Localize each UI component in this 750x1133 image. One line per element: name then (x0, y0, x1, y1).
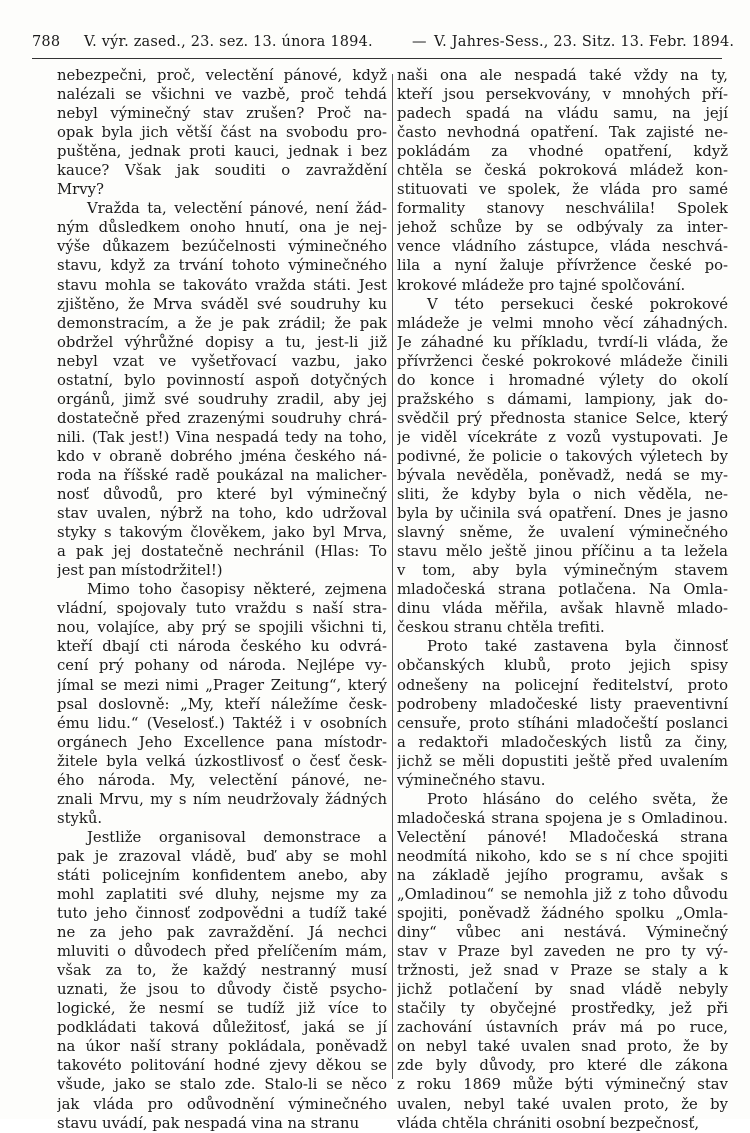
text-line: Mimo toho časopisy některé, zejmena (87, 581, 387, 599)
text-line: z roku 1869 může býti výminečný stav (397, 1076, 728, 1094)
text-line: kteří dbají cti národa českého ku odvrá- (57, 638, 387, 656)
text-line: nebyl vzat ve vyšetřovací vazbu, jako (57, 352, 387, 370)
text-line: a pak jej dostatečně nechránil (Hlas: To (57, 543, 387, 561)
text-line: stavu mělo ještě jinou příčinu a ta ležela (397, 543, 728, 561)
text-line: stav uvalen, nýbrž na toho, kdo udržoval (57, 505, 387, 523)
session-info-german: V. Jahres-Sess., 23. Sitz. 13. Febr. 1894. (434, 34, 735, 50)
text-line: cení prý pohany od národa. Nejlépe vy- (57, 657, 387, 675)
text-line: na úkor naší strany pokládala, poněvadž (57, 1038, 387, 1056)
text-line: takovéto politování hodné zjevy děkou se (57, 1057, 387, 1075)
text-line: podrobeny mladočeské listy praeventivní (397, 695, 728, 713)
text-line: kauce? Však jak souditi o zavraždění (57, 162, 387, 180)
text-line: spojiti, poněvadž žádného spolku „Omla- (397, 905, 728, 923)
header-rule (32, 58, 722, 59)
right-text-column (397, 66, 728, 1133)
text-line: stačily ty obyčejné prostředky, jež při (397, 1000, 728, 1018)
text-line: jak vláda pro odůvodnění výminečného (57, 1095, 387, 1113)
text-line: formality stanovy neschválila! Spolek (397, 200, 728, 218)
text-line: jehož schůze by se odbývaly za inter- (397, 219, 728, 237)
text-line: pražského s dámami, lampiony, jak do- (397, 390, 728, 408)
text-line: znali Mrvu, my s ním neudržovaly žádných (57, 790, 387, 808)
text-line: Proto také zastavena byla činnosť (427, 638, 728, 656)
text-line: bývala nevěděla, poněvadž, nedá se my- (397, 466, 728, 484)
header-separator: — (412, 34, 427, 50)
text-line: stavu, když za trvání tohoto výminečného (57, 257, 387, 275)
text-line: neodmítá nikoho, kdo se s ní chce spojiti (397, 847, 728, 865)
text-line: styky s takovým člověkem, jako byl Mrva, (57, 524, 387, 542)
text-line: Vražda ta, velectění pánové, není žád- (87, 200, 387, 218)
text-line: českou stranu chtěla trefiti. (397, 619, 605, 637)
text-line: orgánech Jeho Excellence pana místodr- (57, 733, 387, 751)
text-line: na základě jejího programu, avšak s (397, 866, 728, 884)
text-line: všude, jako se stalo zde. Stalo-li se něco (57, 1076, 387, 1094)
page-header (32, 34, 735, 56)
text-line: přívrženci české pokrokové mládeže činili (397, 352, 728, 370)
text-line: často nevhodná opatření. Tak zajisté ne- (397, 124, 728, 142)
page-number: 788 (32, 34, 61, 50)
text-line: „Omladinou“ se nemohla již z toho důvodu (397, 886, 728, 904)
text-line: občanských klubů, proto jejich spisy (397, 657, 728, 675)
text-line: nebezpečni, proč, velectění pánové, když (57, 67, 387, 84)
text-line: tržnosti, jež snad v Praze se staly a k (397, 962, 728, 980)
text-line: padech spadá na vládu samu, na její (397, 105, 728, 123)
text-line: nosť důvodů, pro které byl výminečný (57, 486, 387, 504)
text-line: v tom, aby byla výminečným stavem (397, 562, 728, 580)
text-line: vláda chtěla chrániti osobní bezpečnosť, (397, 1114, 700, 1132)
text-line: však za to, že každý nestranný musí (57, 962, 387, 980)
text-line: pokládám za vhodné opatření, když (397, 143, 728, 161)
column-divider (392, 74, 393, 1079)
text-line: uznati, že jsou to důvody čistě psycho- (57, 981, 387, 999)
text-line: do konce i hromadné výlety do okolí (397, 371, 728, 389)
text-line: censuře, proto stíháni mladočeští poslanci (397, 714, 728, 732)
text-line: mluviti o důvodech před přelíčením mám, (57, 943, 387, 961)
text-line: podivné, že policie o takových výletech by (397, 447, 728, 465)
text-line: stav v Praze byl zaveden ne pro ty vý- (397, 943, 728, 961)
text-line: stituovati ve spolek, že vláda pro samé (397, 181, 728, 199)
text-line: lila a nyní žaluje přívržence české po- (397, 257, 728, 275)
text-line: jest pan místodržitel!) (57, 562, 223, 580)
text-line: styků. (57, 809, 103, 827)
text-line: orgánů, jimž své soudruhy zradil, aby jej (57, 390, 387, 408)
text-line: uvalen, nebyl také uvalen proto, že by (397, 1095, 728, 1113)
text-line: zjištěno, že Mrva sváděl své soudruhy ku (57, 295, 387, 313)
left-text-column (57, 66, 387, 1133)
text-line: Jestliže organisoval demonstrace a (87, 828, 387, 846)
text-line: vládní, spojovaly tuto vraždu s naší stra- (57, 600, 387, 618)
text-line: chtěla se česká pokroková mládež kon- (397, 162, 728, 180)
text-line: mladočeská strana spojena je s Omladinou. (397, 809, 728, 827)
text-line: jichž potlačení by snad vládě nebyly (397, 981, 728, 999)
text-line: svědčil prý přednosta stanice Selce, který (397, 409, 728, 427)
text-line: je viděl vícekráte z vozů vystupovati. Je (397, 428, 728, 446)
text-line: tuto jeho činnosť zodpovědni a tudíž také (57, 905, 387, 923)
text-line: dinu vláda měřila, avšak hlavně mlado- (397, 600, 728, 618)
text-line: psal doslovně: „My, kteří náležíme česk- (57, 695, 387, 713)
text-line: vence vládního zástupce, vláda neschvá- (397, 238, 728, 256)
text-line: nili. (Tak jest!) Vina nespadá tedy na toho, (57, 428, 387, 446)
text-line: on nebyl také uvalen snad proto, že by (397, 1038, 728, 1056)
text-line: výminečného stavu. (397, 771, 546, 789)
text-line: ostatní, bylo povinností aspoň dotyčných (57, 371, 387, 389)
text-line: dostatečně před zrazenými soudruhy chrá- (57, 409, 387, 427)
text-line: ným důsledkem onoho hnutí, ona je nej- (57, 219, 387, 237)
text-line: demonstracím, a že je pak zrádil; že pak (57, 314, 387, 332)
text-line: mladočeská strana potlačena. Na Omla- (397, 581, 728, 599)
text-line: slavný sněme, že uvalení výminečného (397, 524, 728, 542)
text-line: výše důkazem bezúčelnosti výminečného (57, 238, 387, 256)
text-line: Mrvy? (57, 181, 104, 199)
text-line: nebyl výminečný stav zrušen? Proč na- (57, 105, 387, 123)
text-line: mohl zaplatiti své dluhy, nejsme my za (57, 886, 387, 904)
text-line: státi policejním konfidentem anebo, aby (57, 866, 387, 884)
text-line: kteří jsou persekvovány, v mnohých pří- (397, 86, 728, 104)
session-info-czech: V. výr. zased., 23. sez. 13. února 1894. (84, 34, 373, 50)
text-line: naši ona ale nespadá také vždy na ty, (397, 67, 728, 84)
text-line: logické, že nesmí se tudíž již více to (57, 1000, 387, 1018)
text-line: ého národa. My, velectění pánové, ne- (57, 771, 387, 789)
text-line: stavu uvádí, pak nespadá vina na stranu (57, 1114, 360, 1132)
text-line: podkládati taková důležitosť, jaká se jí (57, 1019, 387, 1037)
text-line: žitele byla velká úzkostlivosť o česť česk- (57, 752, 387, 770)
text-line: kdo v obraně dobrého jména českého ná- (57, 447, 387, 465)
text-line: Velectění pánové! Mladočeská strana (397, 828, 728, 846)
text-line: mládeže je velmi mnoho věcí záhadných. (397, 314, 728, 332)
text-line: krokové mládeže pro tajné spolčování. (397, 276, 686, 294)
text-line: roda na říšské radě poukázal na malicher- (57, 466, 387, 484)
text-line: nalézali se všichni ve vazbě, proč tehdá (57, 86, 387, 104)
text-line: obdržel výhrůžné dopisy a tu, jest-li již (57, 333, 387, 351)
text-line: jichž se měli dopustiti ještě před uvalením (397, 752, 728, 770)
text-line: V této persekuci české pokrokové (427, 295, 728, 313)
text-line: odnešeny na policejní ředitelství, proto (397, 676, 728, 694)
text-line: Proto hlásáno do celého světa, že (427, 790, 728, 808)
text-line: zde byly důvody, pro které dle zákona (397, 1057, 728, 1075)
text-line: a redaktoři mladočeských listů za činy, (397, 733, 728, 751)
text-line: diny“ vůbec ani nestává. Výminečný (397, 924, 728, 942)
text-line: ému lidu.“ (Veselosť.) Taktéž i v osobních (57, 714, 387, 732)
text-line: ne za jeho pak zavraždění. Já nechci (57, 924, 387, 942)
text-line: opak byla jich větší část na svobodu pro- (57, 124, 387, 142)
text-line: zachování ústavních práv má po ruce, (397, 1019, 728, 1037)
text-line: sliti, že kdyby byla o nich věděla, ne- (397, 486, 728, 504)
text-line: Je záhadné ku příkladu, tvrdí-li vláda, že (397, 333, 728, 351)
text-line: stavu mohla se takováto vražda státi. Jest (57, 276, 387, 294)
text-line: jímal se mezi nimi „Prager Zeitung“, který (57, 676, 387, 694)
text-line: nou, volajíce, aby prý se spojili všichni ti, (57, 619, 387, 637)
text-line: byla by učinila svá opatření. Dnes je jasno (397, 505, 728, 523)
text-line: puštěna, jednak proti kauci, jednak i bez (57, 143, 387, 161)
text-line: pak je zrazoval vládě, buď aby se mohl (57, 847, 387, 865)
